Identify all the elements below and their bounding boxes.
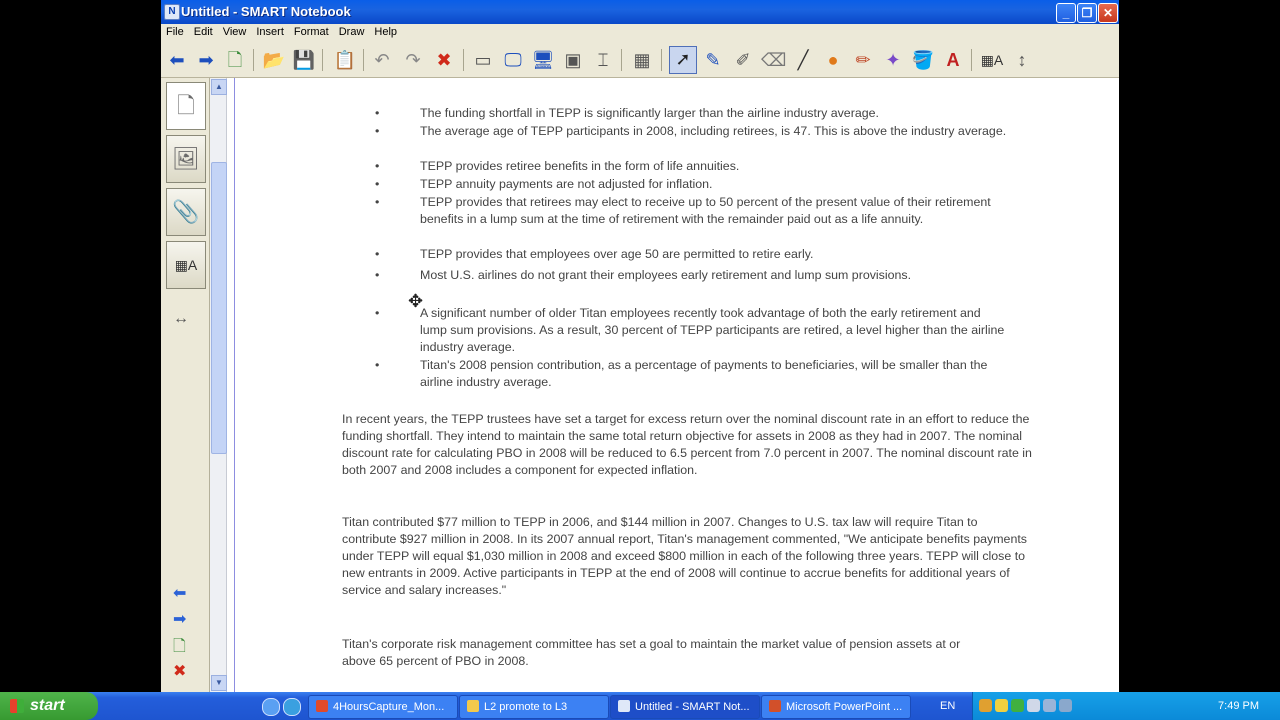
dual-page-icon[interactable]: 🖥 (531, 50, 555, 70)
full-screen-icon[interactable]: 🖵 (504, 50, 522, 70)
bullet-item: • The average age of TEPP participants in 2008, including retirees, is 47. This is above the industry average. (375, 124, 1007, 138)
page-sorter-icon[interactable]: 🗋 (166, 82, 206, 130)
bullet-text: The average age of TEPP participants in 2008, including retirees, is 47. This is above the industry average. (420, 124, 1007, 138)
task-button[interactable]: Microsoft PowerPoint ... (761, 695, 911, 719)
menu-help[interactable]: Help (374, 26, 398, 38)
close-button[interactable]: ✕ (1098, 3, 1118, 23)
attachments-icon[interactable]: 📎 (166, 188, 206, 236)
scroll-down-icon[interactable]: ▼ (211, 675, 227, 691)
bullet-item: • Most U.S. airlines do not grant their employees early retirement and lump sum provisions. (375, 268, 912, 282)
windows-flag-icon (10, 699, 24, 713)
paragraph: In recent years, the TEPP trustees have set a target for excess return over the nominal discount rate in an effort to reduce the funding shortfall. They intend to maintain the same total return objective for assets in 2008 as they had in 2007. The nominal discount rate for calculating PBO in 2008 will be reduced to 6.5 percent from 7.0 percent in 2007. The nominal discount rate in both 2007 and 2008 includes a component for expected inflation. (342, 412, 1032, 477)
chrome-icon (316, 700, 328, 712)
paragraph: Titan's corporate risk management committee has set a goal to maintain the market value of pension assets at or above 65 percent of PBO in 2008. (342, 637, 961, 668)
eraser-icon[interactable]: ⌫ (761, 50, 787, 70)
move-cursor-icon: ✥ (408, 291, 424, 311)
new-page-icon[interactable]: 🗋 (173, 638, 186, 655)
menu-file[interactable]: File (166, 26, 184, 38)
shape-recognition-icon[interactable]: ✦ (885, 50, 901, 70)
smart-notebook-window (161, 0, 1119, 692)
toolbar-separator (253, 49, 254, 71)
undo-icon[interactable]: ↶ (374, 50, 390, 70)
toolbar-separator (971, 49, 972, 71)
menu-view[interactable]: View (222, 26, 247, 38)
toolbar-separator (621, 49, 622, 71)
system-tray (972, 692, 1280, 720)
taskbar (0, 692, 1280, 720)
language-indicator[interactable]: EN (940, 700, 956, 712)
bullet-text: TEPP provides that employees over age 50 are permitted to retire early. (420, 247, 814, 261)
maximize-button[interactable]: ❐ (1077, 3, 1097, 23)
screen-shade-icon[interactable]: ▭ (474, 50, 492, 70)
capture-icon[interactable]: ▣ (564, 50, 582, 70)
delete-page-icon[interactable]: ✖ (173, 663, 187, 680)
properties-tab-icon[interactable]: ▦A (166, 241, 206, 289)
expand-sidebar-icon[interactable]: ↔ (173, 310, 189, 327)
bullet-item: • TEPP provides retiree benefits in the form of life annuities. (375, 159, 740, 173)
save-icon[interactable]: 💾 (292, 50, 316, 70)
task-button[interactable]: L2 promote to L3 (459, 695, 609, 719)
next-page-icon[interactable]: ➡ (173, 611, 187, 628)
side-tab-bar (161, 78, 210, 692)
page-content (210, 78, 1119, 692)
line-icon[interactable]: ╱ (797, 50, 809, 70)
network-icon[interactable] (1011, 699, 1024, 712)
task-button[interactable]: 4HoursCapture_Mon... (308, 695, 458, 719)
menu-insert[interactable]: Insert (256, 26, 284, 38)
bullet-text: A significant number of older Titan employees recently took advantage of both the early retirement and lump sum provisions. As a result, 30 percent of TEPP participants are retired, a level higher than the airline industry average. (420, 306, 1005, 354)
notebook-page[interactable] (210, 78, 1119, 692)
bullet-text: Most U.S. airlines do not grant their employees early retirement and lump sum provisions. (420, 268, 912, 282)
scroll-up-icon[interactable]: ▲ (211, 79, 227, 95)
shield-icon[interactable] (995, 699, 1008, 712)
insert-table-icon[interactable]: ⌶ (597, 50, 609, 70)
menu-format[interactable]: Format (293, 26, 329, 38)
bullet-item: • TEPP provides that employees over age 50 are permitted to retire early. (375, 247, 814, 261)
bullet-text: TEPP annuity payments are not adjusted for inflation. (420, 177, 713, 191)
clock-app-icon[interactable] (1027, 699, 1040, 712)
toolbar-move-icon[interactable]: ↕ (1017, 50, 1027, 70)
delete-icon[interactable]: ✖ (436, 50, 452, 70)
gallery-icon[interactable]: 🖼 (166, 135, 206, 183)
toolbar-separator (463, 49, 464, 71)
toolbar-separator (661, 49, 662, 71)
properties-icon[interactable]: ▦A (980, 52, 1004, 68)
back-arrow-icon[interactable]: ⬅ (169, 50, 185, 70)
shapes-icon[interactable]: ● (827, 50, 839, 70)
fill-icon[interactable]: 🪣 (911, 50, 935, 70)
title-bar[interactable] (161, 0, 1119, 24)
select-arrow-icon[interactable]: ➚ (669, 46, 697, 74)
powerpoint-icon (769, 700, 781, 712)
bullet-text: The funding shortfall in TEPP is significantly larger than the airline industry average. (420, 106, 879, 120)
bullet-item: • The funding shortfall in TEPP is significantly larger than the airline industry average. (375, 106, 879, 120)
app-icon: N (164, 4, 180, 20)
table-icon[interactable]: ▦ (633, 50, 651, 70)
start-button[interactable]: start (0, 692, 98, 720)
menu-draw[interactable]: Draw (338, 26, 365, 38)
folder-icon (467, 700, 479, 712)
task-button[interactable]: Untitled - SMART Not... (610, 695, 760, 719)
minimize-button[interactable]: _ (1056, 3, 1076, 23)
tray-misc-icon[interactable] (1059, 699, 1072, 712)
paragraph: Titan contributed $77 million to TEPP in 2006, and $144 million in 2007. Changes to U.S. tax law will require Titan to contribute $927 million in 2008. In its 2007 annual report, Titan's management commented, "We anticipate benefits payments under TEPP will equal $1,030 million in 2008 and exceed $800 million in each of the following three years. TEPP will close to new entrants in 2009. Active participants in TEPP at the end of 2008 will continue to accrue benefits for additional years of service and salary increases." (342, 515, 1027, 597)
ie-quicklaunch-icon[interactable] (262, 698, 280, 716)
bullet-item: • A significant number of older Titan employees recently took advantage of both the early retirement and lump sum provisions. As a result, 30 percent of TEPP participants are retired, a level higher than the airline industry average. (375, 306, 1005, 354)
menu-edit[interactable]: Edit (193, 26, 213, 38)
smart-notebook-icon (618, 700, 630, 712)
pen-icon[interactable]: ✎ (705, 50, 721, 70)
toolbar-separator (363, 49, 364, 71)
toolbar (161, 43, 1119, 78)
browser-quicklaunch-icon[interactable] (283, 698, 301, 716)
bullet-item: • TEPP provides that retirees may elect to receive up to 50 percent of the present value of their retirement benefits in a lump sum at the time of retirement with the remainder paid out as a life annuity. (375, 195, 991, 226)
add-page-icon[interactable]: 🗋 (227, 50, 243, 70)
tray-app-icon[interactable] (979, 699, 992, 712)
bullet-text: TEPP provides retiree benefits in the form of life annuities. (420, 159, 740, 173)
bullet-text: TEPP provides that retirees may elect to receive up to 50 percent of the present value of their retirement benefits in a lump sum at the time of retirement with the remainder paid out as a life annuity. (420, 195, 991, 226)
toolbar-separator (322, 49, 323, 71)
menu-bar (161, 24, 1119, 42)
bullet-item: • Titan's 2008 pension contribution, as a percentage of payments to beneficiaries, will be smaller than the airline industry average. (375, 358, 988, 389)
clock[interactable]: 7:49 PM (1218, 700, 1259, 712)
previous-page-icon[interactable]: ⬅ (173, 585, 187, 602)
open-folder-icon[interactable]: 📂 (262, 50, 286, 70)
magic-pen-icon[interactable]: ✏ (855, 50, 871, 70)
bullet-text: Titan's 2008 pension contribution, as a percentage of payments to beneficiaries, will be smaller than the airline industry average. (420, 358, 988, 389)
volume-icon[interactable] (1043, 699, 1056, 712)
window-title: Untitled - SMART Notebook (181, 4, 351, 19)
creative-pen-icon[interactable]: ✐ (735, 50, 751, 70)
paste-icon[interactable]: 📋 (333, 50, 357, 70)
text-icon[interactable]: A (946, 50, 960, 70)
forward-arrow-icon[interactable]: ➡ (198, 50, 214, 70)
redo-icon[interactable]: ↷ (405, 50, 421, 70)
bullet-item: • TEPP annuity payments are not adjusted for inflation. (375, 177, 713, 191)
